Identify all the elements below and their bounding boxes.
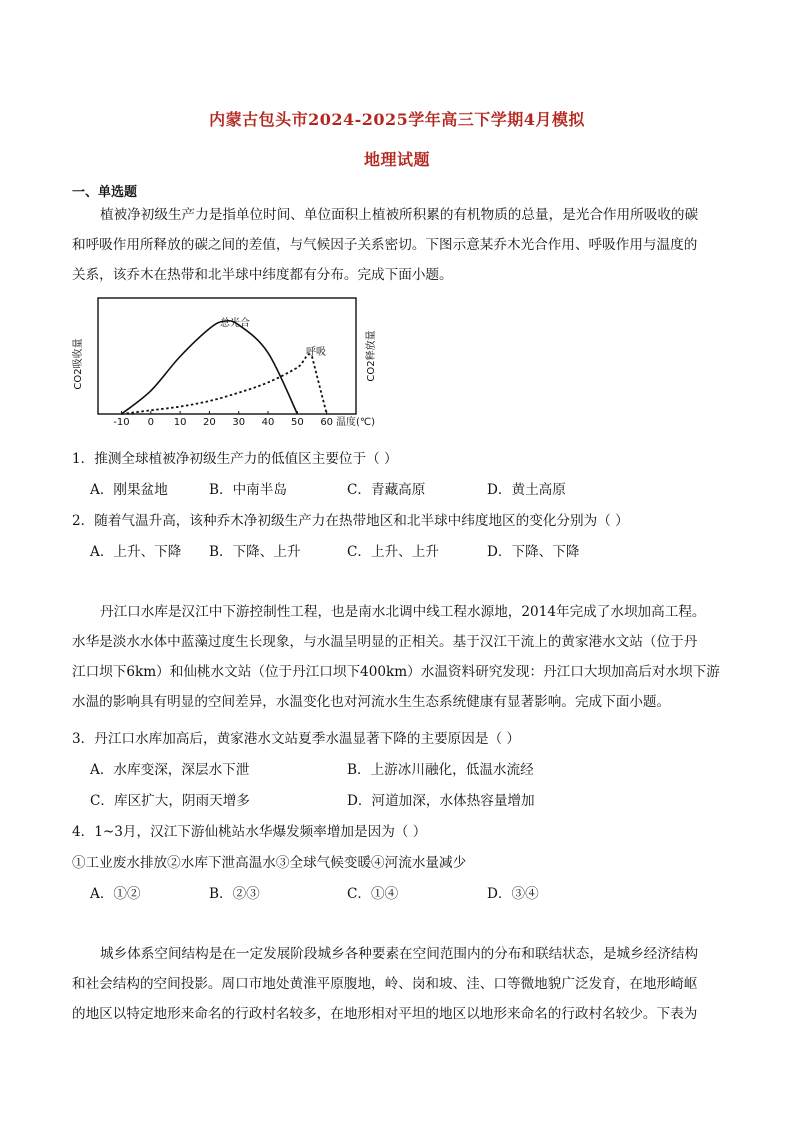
chart-series-layer	[122, 321, 327, 414]
question-4-items: ①工业废水排放②水库下泄高温水③全球气候变暖④河流水量减少	[72, 855, 467, 871]
option-b[interactable]: B．中南半岛	[209, 482, 287, 498]
series-label-respiration: 呼吸	[306, 347, 326, 358]
y-axis-left-label: CO2吸收量	[73, 338, 84, 390]
option-b[interactable]: B．下降、上升	[209, 544, 301, 560]
temperature-co2-chart	[64, 292, 394, 432]
passage-2-line: 江口坝下6km）和仙桃水文站（位于丹江口坝下400km）水温资料研究发现：丹江口大坝加高后对水坝下游	[72, 664, 720, 680]
passage-2-line: 水华是淡水水体中蓝藻过度生长现象，与水温呈明显的正相关。基于汉江干流上的黄家港水文站（位于丹	[72, 634, 698, 650]
passage-3	[72, 939, 742, 1029]
x-axis-label: 温度(℃)	[336, 417, 376, 428]
x-tick-label: 10	[173, 417, 187, 428]
option-c[interactable]: C．青藏高原	[347, 482, 426, 498]
option-b[interactable]: B．上游冰川融化，低温水流经	[347, 762, 534, 778]
passage-3-line: 和社会结构的空间投影。周口市地处黄淮平原腹地，岭、岗和坡、洼、口等微地貌广泛发育，在地形崎岖	[72, 976, 698, 992]
question-4: 4．1~3月，汉江下游仙桃站水华爆发频率增加是因为（ ）	[72, 824, 427, 840]
option-c[interactable]: C．上升、上升	[347, 544, 439, 560]
section-heading: 一、单选题	[72, 185, 138, 200]
series-label-photosynthesis: 总光合	[220, 318, 250, 329]
x-tick-label: 40	[261, 417, 275, 428]
passage-1-line: 和呼吸作用所释放的碳之间的差值，与气候因子关系密切。下图示意某乔木光合作用、呼吸作用与温度的	[72, 237, 698, 253]
option-a[interactable]: A．上升、下降	[90, 544, 182, 560]
series-line-photosynthesis	[122, 321, 298, 414]
exam-title: 内蒙古包头市2024-2025学年高三下学期4月模拟	[209, 110, 585, 129]
x-tick-label: 60	[320, 417, 334, 428]
option-d[interactable]: D．下降、下降	[487, 544, 580, 560]
x-tick-label: 30	[232, 417, 246, 428]
question-1: 1．推测全球植被净初级生产力的低值区主要位于（ ）	[72, 451, 398, 467]
option-d[interactable]: D．河道加深，水体热容量增加	[347, 793, 535, 809]
passage-1	[72, 200, 722, 290]
passage-3-line: 城乡体系空间结构是在一定发展阶段城乡各种要素在空间范围内的分布和联结状态，是城乡经济结构	[100, 946, 699, 962]
option-c[interactable]: C．库区扩大，阴雨天增多	[90, 793, 250, 809]
question-3: 3．丹江口水库加高后，黄家港水文站夏季水温显著下降的主要原因是（ ）	[72, 731, 520, 747]
question-2: 2．随着气温升高，该种乔木净初级生产力在热带地区和北半球中纬度地区的变化分别为（ ）	[72, 513, 629, 529]
option-a[interactable]: A．①②	[90, 886, 141, 902]
x-tick-label: 0	[147, 417, 154, 428]
x-tick-label: 50	[290, 417, 304, 428]
option-d[interactable]: D．③④	[487, 886, 539, 902]
option-a[interactable]: A．水库变深，深层水下泄	[90, 762, 250, 778]
passage-2-line: 丹江口水库是汉江中下游控制性工程，也是南水北调中线工程水源地，2014年完成了水坝加高工程。	[100, 604, 706, 620]
exam-subtitle: 地理试题	[363, 150, 430, 169]
option-a[interactable]: A．刚果盆地	[90, 482, 168, 498]
passage-1-line: 关系，该乔木在热带和北半球中纬度都有分布。完成下面小题。	[72, 267, 453, 283]
option-c[interactable]: C．①④	[347, 886, 399, 902]
passage-3-line: 的地区以特定地形来命名的行政村名较多，在地形相对平坦的地区以地形来命名的行政村名较少。下表为	[72, 1006, 698, 1022]
x-tick-label: -10	[113, 417, 130, 428]
passage-1-line: 植被净初级生产力是指单位时间、单位面积上植被所积累的有机物质的总量，是光合作用所吸收的碳	[100, 207, 699, 223]
option-b[interactable]: B．②③	[209, 886, 260, 902]
x-tick-label: 20	[203, 417, 216, 428]
option-d[interactable]: D．黄土高原	[487, 482, 566, 498]
passage-2	[72, 597, 742, 717]
y-axis-right-label: CO2释放量	[366, 330, 377, 382]
series-line-respiration	[122, 354, 327, 414]
passage-2-line: 水温的影响具有明显的空间差异，水温变化也对河流水生生态系统健康有显著影响。完成下面小题。	[72, 694, 671, 710]
